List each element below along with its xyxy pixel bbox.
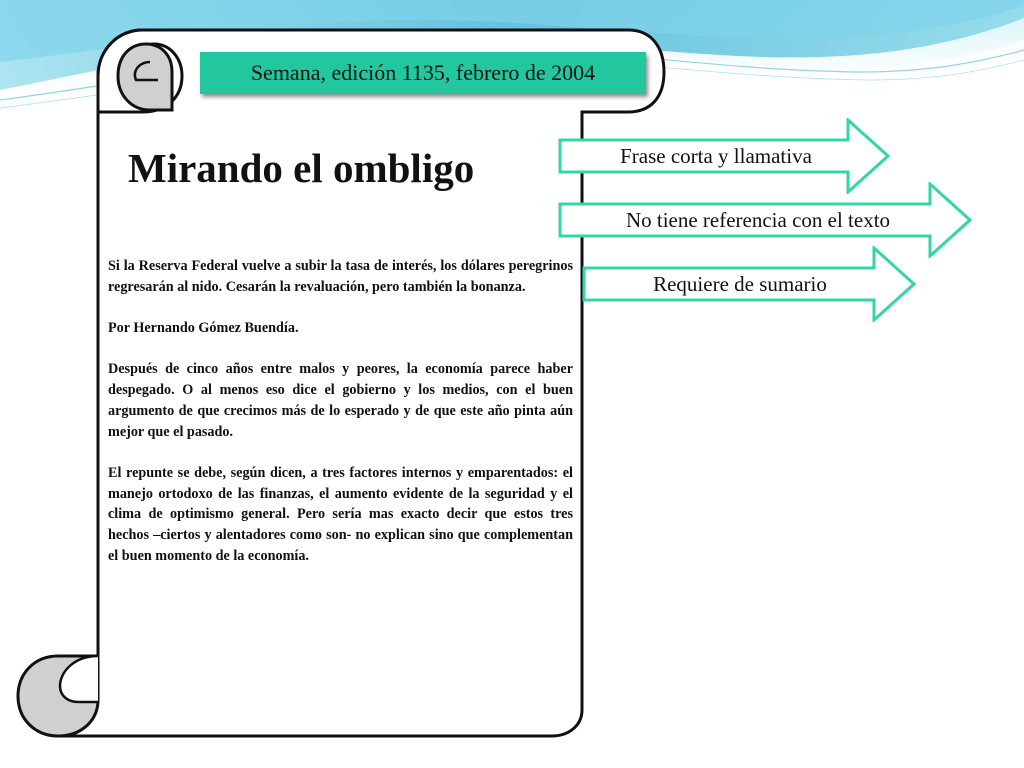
annotation-label: No tiene referencia con el texto [625,207,891,232]
scroll-top-curl-fill [118,44,172,110]
source-citation-label: Semana, edición 1135, febrero de 2004 [200,52,646,94]
article-byline: Por Hernando Gómez Buendía. [108,320,299,337]
article-paragraph: El repunte se debe, según dicen, a tres factores internos y emparentados: el manejo ortodoxo de las finanzas, el aumento evidente de la seguridad y el clima de optimismo general. Pero sería mas exacto decir que estos tres hechos –ciertos y alentadores como son- no explican sino que complementan el buen momento de la economía. [108,464,573,564]
annotation-label: Frase corta y llamativa [620,143,812,168]
headline: Mirando el ombligo [128,145,475,191]
article-paragraph: Después de cinco años entre malos y peores, la economía parece haber despegado. O al menos eso dice el gobierno y los medios, con el buen argumento de que crecimos más de lo esperado y de que este año pinta aún mejor que el pasado. [108,361,573,440]
article-body [108,256,573,587]
annotation-arrow-summary [582,246,916,322]
annotation-label: Requiere de sumario [653,271,827,296]
article-lead-paragraph: Si la Reserva Federal vuelve a subir la tasa de interés, los dólares peregrinos regresarán al nido. Cesarán la revaluación, pero también la bonanza. [108,258,573,295]
